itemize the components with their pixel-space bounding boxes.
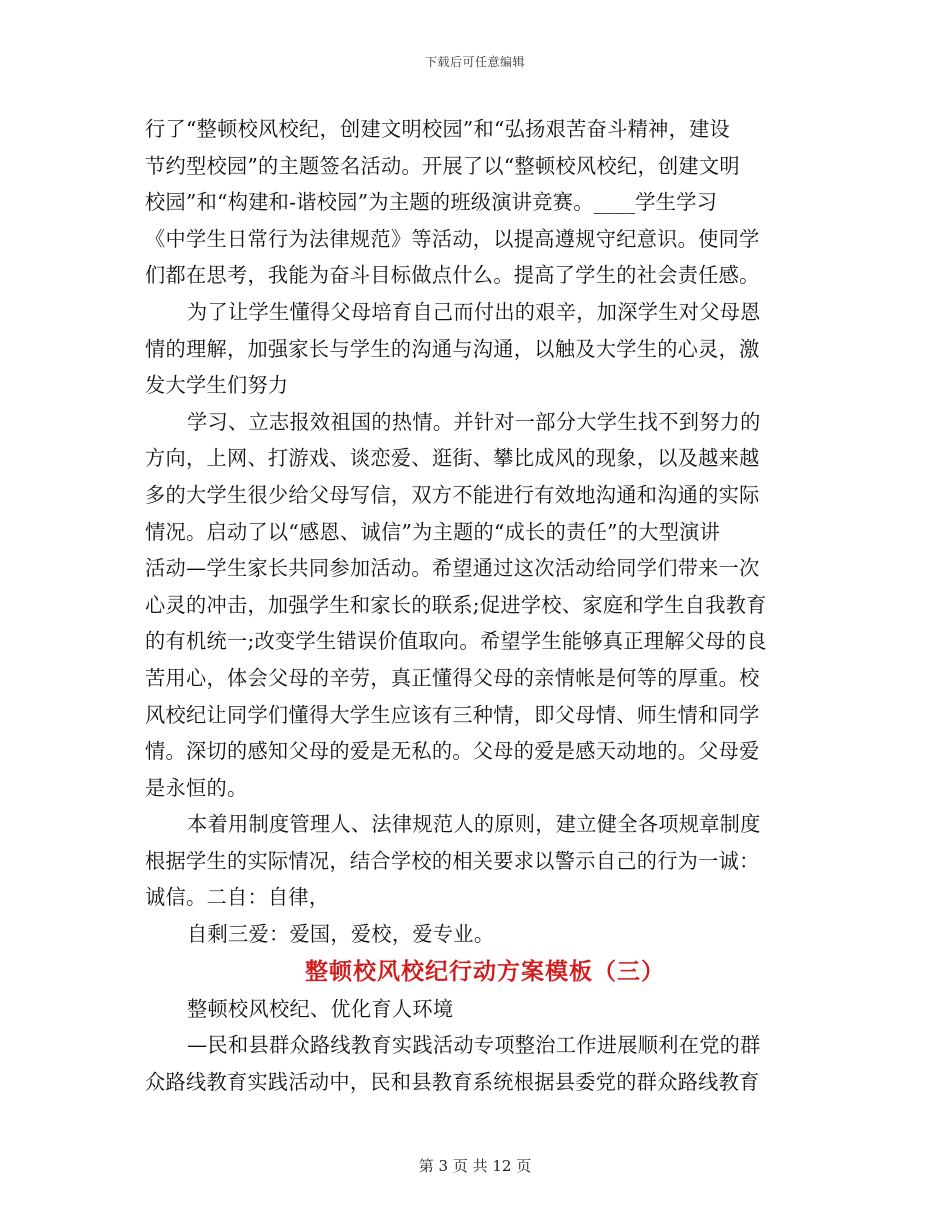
body-line: 《中学生日常行为法律规范》等活动，以提高遵规守纪意识。使同学 [145,226,760,251]
body-line: 方向，上网、打游戏、谈恋爱、逛街、攀比成风的现象，以及越来越 [145,446,760,471]
paragraph-start-line: 本着用制度管理人、法律规范人的原则，建立健全各项规章制度 [187,812,761,837]
body-line: 心灵的冲击，加强学生和家长的联系;促进学校、家庭和学生自我教育 [145,592,767,617]
paragraph-start-line: 学习、立志报效祖国的热情。并针对一部分大学生找不到努力的 [187,409,761,434]
body-line: 风校纪让同学们懂得大学生应该有三种情，即父母情、师生情和同学 [145,702,760,727]
section-title: 整顿校风校纪行动方案模板（三） [305,957,665,985]
body-line: 情况。启动了以“感恩、诚信”为主题的“成长的责任”的大型演讲 [145,519,721,544]
body-line: 行了“整顿校风校纪，创建文明校园”和“弘扬艰苦奋斗精神，建设 [145,117,731,141]
paragraph-start-line: 自剩三爱：爱国，爱校，爱专业。 [187,922,495,947]
paragraph-start-line: —民和县群众路线教育实践活动专项整治工作进展顺利在党的群 [187,1033,761,1058]
body-line: 情。深切的感知父母的爱是无私的。父母的爱是感天动地的。父母爱 [145,739,760,764]
body-line: 众路线教育实践活动中，民和县教育系统根据县委党的群众路线教育 [145,1069,760,1094]
body-line: 们都在思考，我能为奋斗目标做点什么。提高了学生的社会责任感。 [145,263,760,288]
page-header-note: 下载后可任意编辑 [424,55,525,69]
section-subtitle-line: 整顿校风校纪、优化育人环境 [187,996,454,1021]
body-line: 是永恒的。 [145,775,248,800]
body-line: 活动—学生家长共同参加活动。希望通过这次活动给同学们带来一次 [145,556,760,581]
page-number-footer: 第 3 页 共 12 页 [418,1157,532,1175]
paragraph-start-line: 为了让学生懂得父母培育自己而付出的艰辛，加深学生对父母恩 [187,299,761,324]
body-line: 节约型校园”的主题签名活动。开展了以“整顿校风校纪，创建文明 [145,153,740,178]
body-line: 根据学生的实际情况，结合学校的相关要求以警示自己的行为一诚： [145,848,760,873]
body-line: 校园”和“构建和-谐校园”为主题的班级演讲竞赛。____学生学习 [145,190,718,215]
body-line: 的有机统一;改变学生错误价值取向。希望学生能够真正理解父母的良 [145,629,767,654]
document-body [145,111,805,1100]
body-line: 诚信。二自：自律， [145,885,330,910]
body-line: 情的理解，加强家长与学生的沟通与沟通，以触及大学生的心灵，激 [145,336,760,361]
body-line: 苦用心，体会父母的辛劳，真正懂得父母的亲情帐是何等的厚重。校 [145,665,760,690]
body-line: 多的大学生很少给父母写信，双方不能进行有效地沟通和沟通的实际 [145,482,760,507]
body-line: 发大学生们努力 [145,373,289,398]
